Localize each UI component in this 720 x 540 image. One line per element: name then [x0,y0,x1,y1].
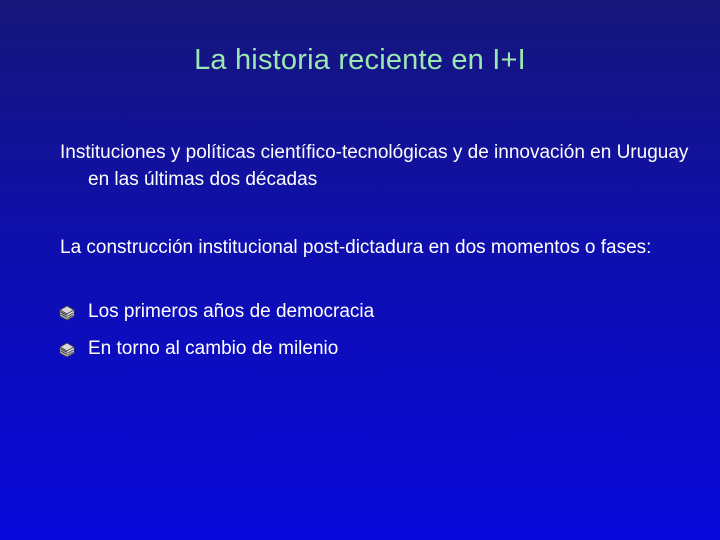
paragraph-construccion: La construcción institucional post-dictadura en dos momentos o fases: [60,237,652,258]
bullet-list [58,297,374,371]
bullet-item [58,334,374,371]
slide-title: La historia reciente en I+I [194,44,526,76]
bullet-item [58,297,374,334]
bullet-text: En torno al cambio de milenio [88,338,339,359]
striped-cube-icon [58,305,76,321]
striped-cube-icon [58,342,76,358]
paragraph-instituciones: Instituciones y políticas científico-tecnológicas y de innovación en Uruguay en las últimas dos décadas [60,142,689,190]
bullet-text: Los primeros años de democracia [88,301,375,322]
